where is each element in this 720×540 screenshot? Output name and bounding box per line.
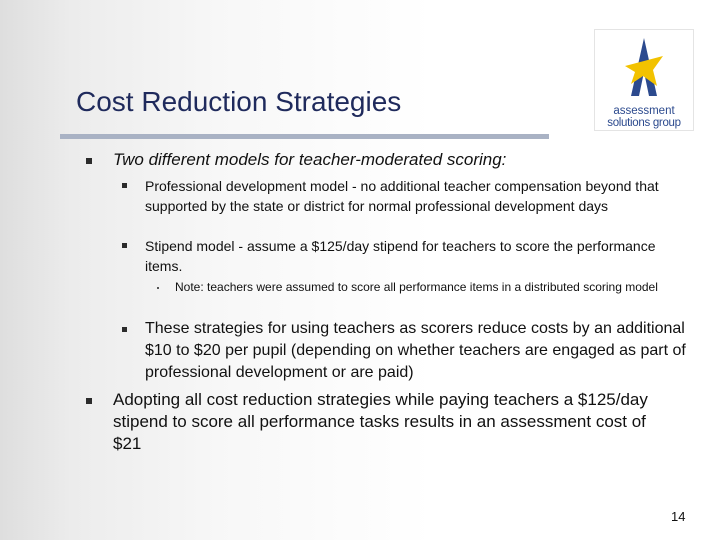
bullet-assessment-cost: Adopting all cost reduction strategies while paying teachers a $125/day stipend to score all performance tasks results in an assessment cost of $21 bbox=[113, 390, 648, 453]
logo-a-mark-icon bbox=[623, 36, 665, 98]
bullet-icon bbox=[122, 183, 127, 188]
bullet-icon bbox=[86, 158, 92, 164]
title-underline bbox=[60, 134, 549, 139]
page-number: 14 bbox=[671, 509, 686, 524]
bullet-teacher-models: Two different models for teacher-moderated scoring: bbox=[113, 150, 507, 169]
logo-text-line1: assessment bbox=[613, 105, 675, 117]
bullet-stipend-model: Stipend model - assume a $125/day stipend for teachers to score the performance items. bbox=[145, 238, 656, 274]
company-logo bbox=[594, 29, 694, 131]
bullet-cost-savings: These strategies for using teachers as scorers reduce costs by an additional $10 to $20 per pupil (depending on whether teachers are engaged as part of professional development or are paid) bbox=[145, 320, 686, 381]
bullet-icon bbox=[122, 243, 127, 248]
logo-text-line2: solutions group bbox=[607, 117, 681, 129]
bullet-icon bbox=[157, 287, 159, 289]
bullet-icon bbox=[122, 327, 127, 332]
bullet-pd-model: Professional development model - no additional teacher compensation beyond that supported by the state or district for normal professional development days bbox=[145, 178, 659, 214]
bullet-icon bbox=[86, 398, 92, 404]
slide-title: Cost Reduction Strategies bbox=[76, 86, 402, 117]
bullet-note: Note: teachers were assumed to score all performance items in a distributed scoring model bbox=[175, 280, 658, 294]
